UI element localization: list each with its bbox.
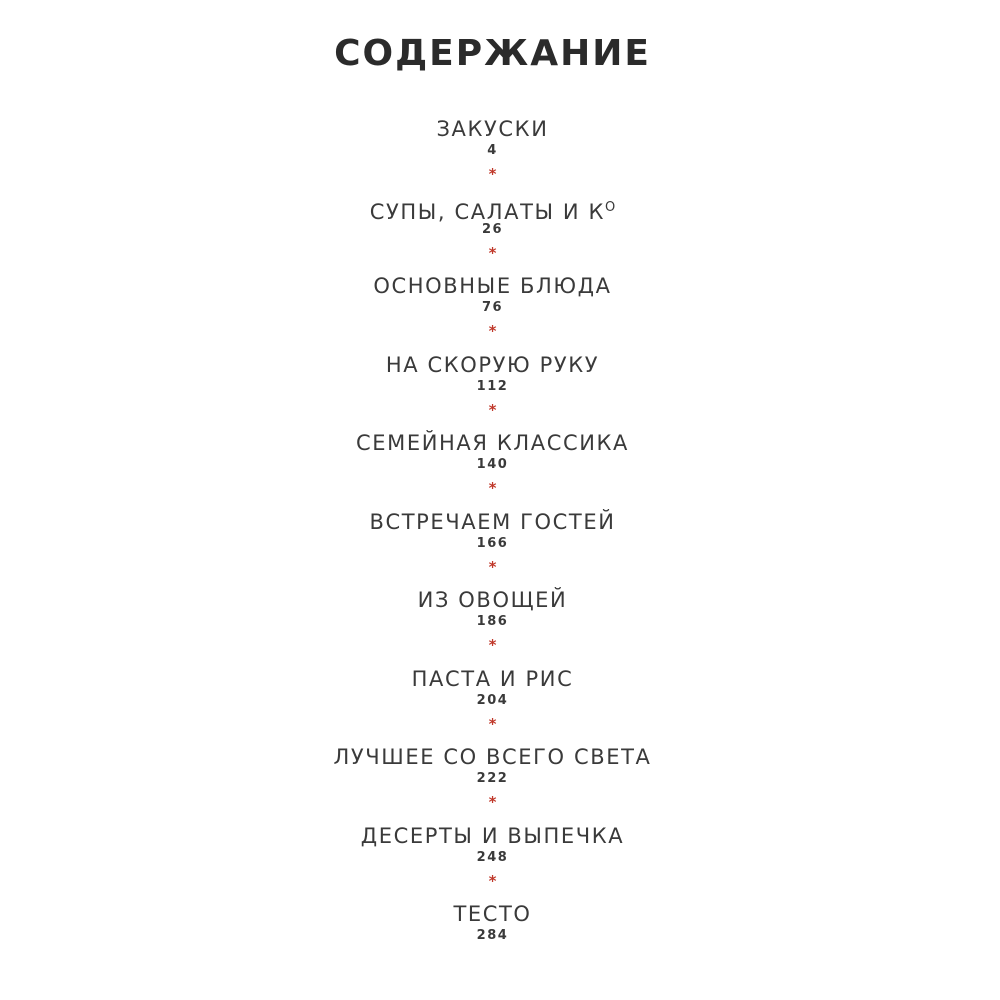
toc-entry-title: ТЕСТО [453,902,532,926]
toc-entry[interactable] [0,272,985,351]
toc-entry-title: СУПЫ, САЛАТЫ И $К^О$ [369,199,616,224]
toc-entry-title: НА СКОРУЮ РУКУ [385,352,600,377]
toc-entry[interactable] [0,743,985,822]
toc-entry-page-number: 140 [476,457,509,472]
toc-entry-page-number: 248 [476,849,509,865]
toc-entry[interactable] [0,351,985,430]
toc-entry-title: СЕМЕЙНАЯ КЛАССИКА [355,431,630,455]
toc-entry-page-number: 222 [476,771,509,786]
toc-entry-page-number: 166 [476,535,509,551]
asterisk-separator-icon: * [488,793,497,811]
toc-entry[interactable] [0,586,985,665]
toc-entry-page-number: 186 [476,614,509,629]
toc-entry[interactable] [0,194,985,273]
toc-entry-title: ЗАКУСКИ [436,117,549,141]
toc-entry-page-number: 26 [481,221,504,237]
asterisk-separator-icon: * [488,479,497,497]
toc-entry[interactable] [0,665,985,744]
asterisk-separator-icon: * [488,165,497,183]
toc-entry[interactable] [0,115,985,194]
asterisk-separator-icon: * [488,400,497,419]
asterisk-separator-icon: * [488,557,497,576]
toc-entry-title: ДЕСЕРТЫ И ВЫПЕЧКА [360,823,625,848]
toc-entry-page-number: 284 [476,928,509,943]
toc-entry-title: ИЗ ОВОЩЕЙ [417,588,568,612]
toc-entry-page-number: 112 [476,378,509,394]
toc-entry-title: ЛУЧШЕЕ СО ВСЕГО СВЕТА [333,745,652,769]
toc-entry[interactable] [0,900,985,979]
asterisk-separator-icon: * [488,322,497,340]
toc-entry-title: ОСНОВНЫЕ БЛЮДА [373,274,612,298]
toc-entry-page-number: 4 [487,143,498,158]
toc-entry[interactable] [0,822,985,901]
asterisk-separator-icon: * [488,636,497,654]
page-title: СОДЕРЖАНИЕ [334,33,651,74]
table-of-contents [0,115,985,979]
toc-entry-title: ПАСТА И РИС [411,666,574,691]
toc-entry[interactable] [0,429,985,508]
toc-entry-page-number: 76 [481,300,504,315]
asterisk-separator-icon: * [488,243,497,262]
toc-entry[interactable] [0,508,985,587]
toc-entry-title: ВСТРЕЧАЕМ ГОСТЕЙ [369,509,616,534]
asterisk-separator-icon: * [488,714,497,733]
asterisk-separator-icon: * [488,871,497,890]
toc-entry-page-number: 204 [476,692,509,708]
superscript: О [605,199,616,215]
